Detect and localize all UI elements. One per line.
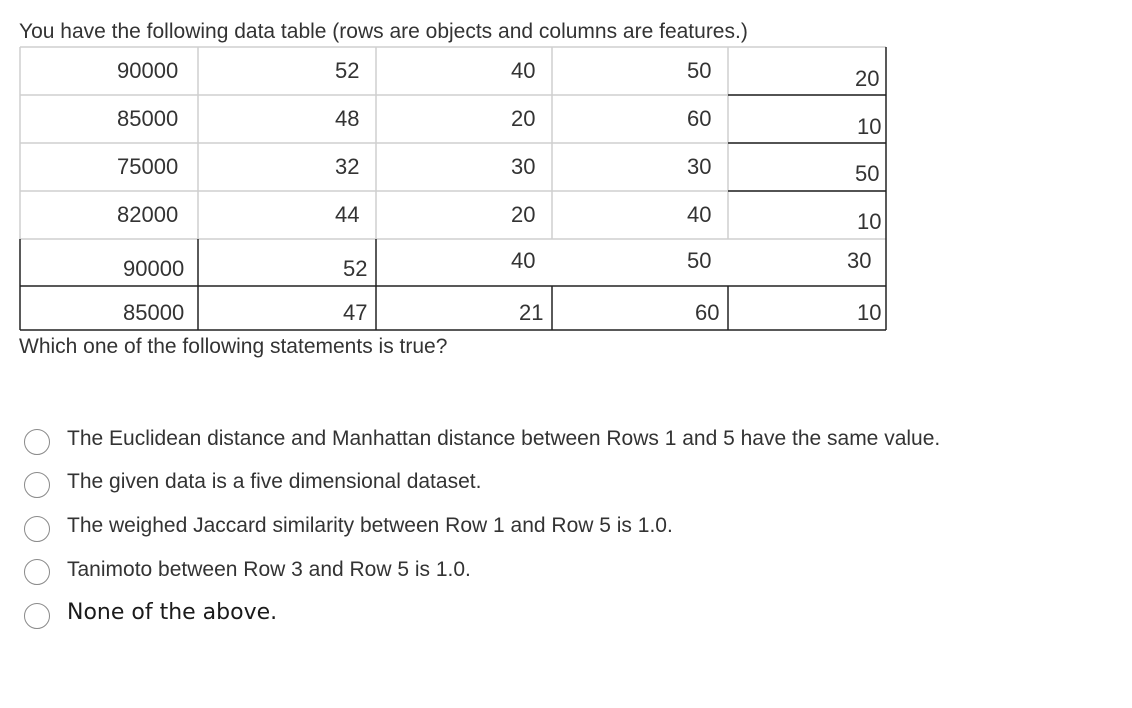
table-cell: 60 [687, 106, 712, 131]
radio-button[interactable] [24, 472, 50, 498]
radio-button[interactable] [24, 603, 50, 629]
table-cell: 47 [343, 300, 368, 325]
option-label: The weighed Jaccard similarity between Row 1 and Row 5 is 1.0. [67, 514, 673, 537]
table-cell: 48 [335, 106, 360, 131]
answer-option-3[interactable] [24, 513, 1104, 545]
table-cell: 30 [847, 248, 872, 273]
table-cell: 90000 [123, 256, 185, 281]
table-cell: 52 [343, 256, 368, 281]
question-text: Which one of the following statements is true? [19, 335, 448, 358]
intro-text: You have the following data table (rows are objects and columns are features.) [19, 20, 748, 43]
option-label: None of the above. [67, 600, 278, 625]
table-cell: 30 [511, 154, 536, 179]
table-cell: 75000 [117, 154, 179, 179]
table-cell: 10 [857, 209, 882, 234]
answer-option-2[interactable] [24, 469, 1104, 501]
option-label: The given data is a five dimensional dataset. [67, 470, 482, 493]
answer-option-5[interactable] [24, 600, 1104, 632]
table-cell: 50 [687, 58, 712, 83]
table-cell: 40 [511, 58, 536, 83]
table-cell: 32 [335, 154, 360, 179]
radio-button[interactable] [24, 429, 50, 455]
table-cell: 10 [857, 114, 882, 139]
radio-button[interactable] [24, 516, 50, 542]
table-cell: 90000 [117, 58, 179, 83]
table-cell: 21 [519, 300, 544, 325]
table-cell: 10 [857, 300, 882, 325]
table-cell: 52 [335, 58, 360, 83]
table-cell: 85000 [117, 106, 179, 131]
table-cell: 30 [687, 154, 712, 179]
table-cell: 50 [855, 161, 880, 186]
table-cell: 40 [511, 248, 536, 273]
table-cell: 20 [511, 106, 536, 131]
option-label: Tanimoto between Row 3 and Row 5 is 1.0. [67, 558, 471, 581]
table-cell: 82000 [117, 202, 179, 227]
table-cell: 40 [687, 202, 712, 227]
table-cell: 44 [335, 202, 360, 227]
answer-option-1[interactable] [24, 426, 1104, 458]
table-cell: 50 [687, 248, 712, 273]
radio-button[interactable] [24, 559, 50, 585]
table-cell: 60 [695, 300, 720, 325]
table-cell: 20 [855, 66, 880, 91]
answer-option-4[interactable] [24, 557, 1104, 589]
option-label: The Euclidean distance and Manhattan distance between Rows 1 and 5 have the same value. [67, 427, 941, 450]
table-cell: 20 [511, 202, 536, 227]
table-cell: 85000 [123, 300, 185, 325]
